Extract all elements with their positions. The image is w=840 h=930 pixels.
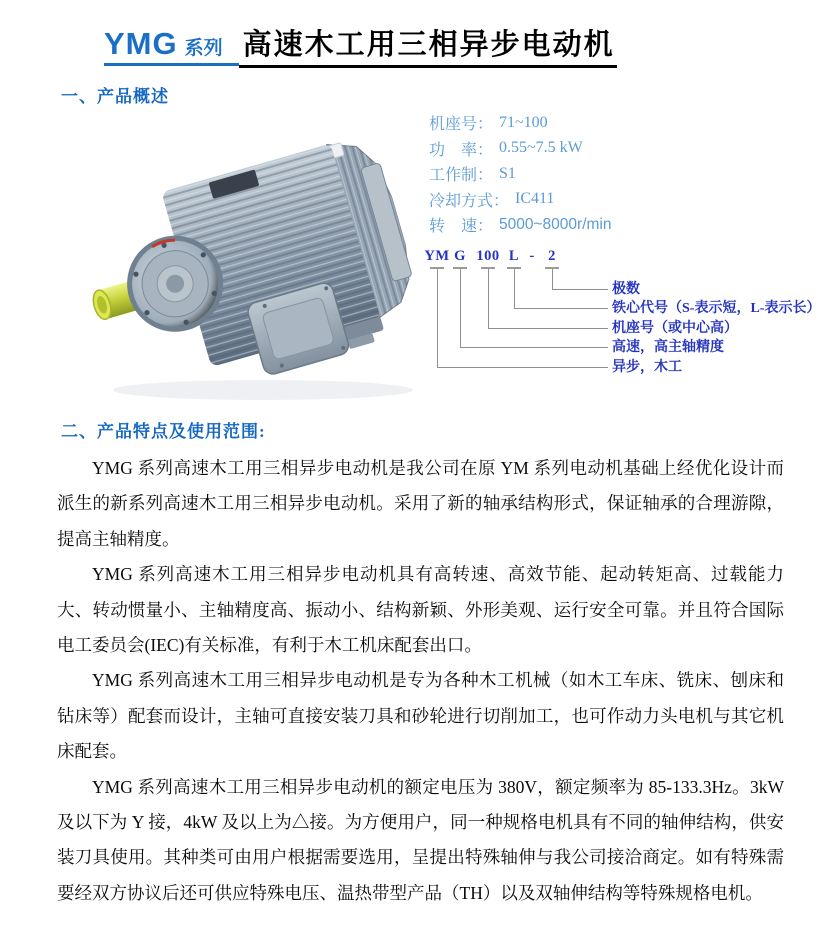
title-brand-group bbox=[104, 26, 239, 66]
paragraph-ratings: YMG 系列高速木工用三相异步电动机的额定电压为 380V，额定频率为 85-133.3Hz。3kW 及以下为 Y 接，4kW 及以上为△接。为方便用户，同一种规格电机具有不同的轴伸结构，供安装刀具使用。其种类可由用户根据需要选用，呈提出特殊轴伸与我公司接洽商定。如有特殊需要经双方协议后还可供应特殊电压、温热带型产品（TH）以及双轴伸结构等特殊规格电机。 bbox=[57, 776, 784, 903]
section-overview-heading: 一、产品概述 bbox=[61, 87, 169, 106]
spec-label: 工作制： bbox=[429, 167, 494, 185]
spec-row-speed bbox=[429, 212, 611, 238]
spec-label: 机座号： bbox=[429, 116, 494, 134]
spec-value: 5000~8000r/min bbox=[499, 215, 612, 233]
spec-value: IC411 bbox=[515, 190, 555, 208]
spec-value: 71~100 bbox=[499, 113, 548, 131]
diagram-label-async: 异步，木工 bbox=[612, 360, 682, 375]
spec-label: 冷却方式： bbox=[429, 192, 510, 210]
section-features-heading: 二、产品特点及使用范围: bbox=[61, 422, 266, 441]
diagram-label-frame: 机座号（或中心高） bbox=[612, 321, 738, 336]
spec-row-frame-size bbox=[429, 110, 611, 136]
spec-row-duty bbox=[429, 161, 611, 187]
body-text bbox=[57, 451, 784, 911]
spec-label: 功 率： bbox=[429, 141, 494, 159]
motor-image bbox=[88, 126, 424, 410]
model-code-token: L bbox=[508, 248, 520, 264]
spec-row-power bbox=[429, 136, 611, 162]
spec-value: S1 bbox=[499, 164, 516, 182]
paragraph-features: YMG 系列高速木工用三相异步电动机具有高转速、高效节能、起动转矩高、过载能力大、转动惯量小、主轴精度高、振动小、结构新颖、外形美观、运行安全可靠。并且符合国际电工委员会(IEC)有关标准，有利于木工机床配套出口。 bbox=[57, 564, 784, 656]
spec-row-cooling bbox=[429, 187, 611, 213]
spec-list bbox=[429, 110, 611, 238]
paragraph-intro: YMG 系列高速木工用三相异步电动机是我公司在原 YM 系列电动机基础上经优化设计而派生的新系列高速木工用三相异步电动机。采用了新的轴承结构形式，保证轴承的合理游隙，提高主轴精度。 bbox=[57, 458, 784, 549]
motor-photo bbox=[88, 126, 424, 410]
diagram-label-poles: 极数 bbox=[612, 282, 640, 297]
model-code-token: G bbox=[454, 248, 466, 264]
title-main: 高速木工用三相异步电动机 bbox=[239, 22, 617, 68]
page-title bbox=[104, 22, 617, 68]
spec-value: 0.55~7.5 kW bbox=[499, 139, 583, 157]
diagram-leader-line bbox=[437, 269, 608, 368]
diagram-label-highspeed: 高速，高主轴精度 bbox=[612, 340, 724, 355]
diagram-label-core-code: 铁心代号（S-表示短，L-表示长） bbox=[612, 301, 821, 316]
model-code-token: 2 bbox=[548, 248, 556, 264]
paragraph-applications: YMG 系列高速木工用三相异步电动机是专为各种木工机械（如木工车床、铣床、刨床和钻床等）配套而设计，主轴可直接安装刀具和砂轮进行切削加工，也可作动力头电机与其它机床配套。 bbox=[57, 670, 784, 762]
model-code-token: - bbox=[529, 248, 535, 264]
spec-label: 转 速： bbox=[429, 218, 494, 236]
title-series: 系列 bbox=[184, 38, 223, 59]
model-code-token: 100 bbox=[476, 248, 500, 264]
title-brand: YMG bbox=[104, 26, 178, 61]
model-code-token: YM bbox=[424, 248, 450, 264]
